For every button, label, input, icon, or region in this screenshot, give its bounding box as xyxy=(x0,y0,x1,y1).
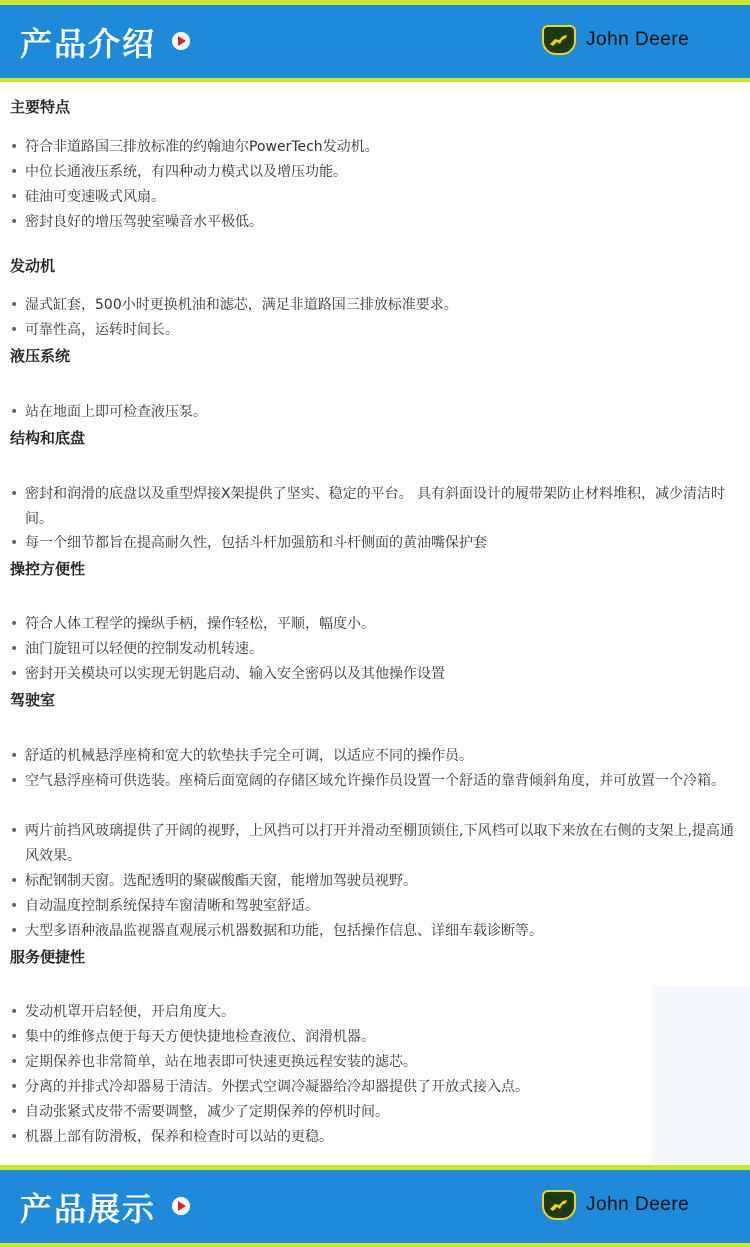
section-heading: 液压系统 xyxy=(10,347,71,365)
section-heading: 驾驶室 xyxy=(10,691,56,709)
deer-icon xyxy=(542,25,576,55)
section-heading: 服务便捷性 xyxy=(10,948,86,966)
list-item: • 符合非道路国三排放标准的约翰迪尔PowerTech发动机。 xyxy=(10,135,740,160)
background-shade xyxy=(652,985,750,1163)
list-item: • 密封和润滑的底盘以及重型焊接X架提供了坚实、稳定的平台。 具有斜面设计的履带架防止材料堆积，减少清洁时间。 xyxy=(10,482,740,532)
list-item: • 大型多语种液晶监视器直观展示机器数据和功能，包括操作信息、详细车载诊断等。 xyxy=(10,919,740,944)
bottom-banner xyxy=(0,1165,750,1247)
top-banner xyxy=(0,0,750,82)
list-item: • 定期保养也非常简单，站在地表即可快速更换远程安装的滤芯。 xyxy=(10,1050,740,1075)
list-item: • 空气悬浮座椅可供选装。座椅后面宽阔的存储区域允许操作员设置一个舒适的靠背倾斜角度，并可放置一个冷箱。 xyxy=(10,769,740,794)
list-item: • 湿式缸套，500小时更换机油和滤芯，满足非道路国三排放标准要求。 xyxy=(10,293,740,318)
list-item: • 分离的并排式冷却器易于清洁。外摆式空调冷凝器给冷却器提供了开放式接入点。 xyxy=(10,1075,740,1100)
list-item: • 密封开关模块可以实现无钥匙启动、输入安全密码以及其他操作设置 xyxy=(10,662,740,687)
section-heading: 操控方便性 xyxy=(10,560,86,578)
list-item: • 发动机罩开启轻便，开启角度大。 xyxy=(10,1000,740,1025)
list-item: • 集中的维修点便于每天方便快捷地检查液位、润滑机器。 xyxy=(10,1025,740,1050)
list-item: • 每一个细节都旨在提高耐久性，包括斗杆加强筋和斗杆侧面的黄油嘴保护套 xyxy=(10,531,740,556)
play-icon[interactable] xyxy=(172,32,190,50)
john-deere-logo xyxy=(542,25,689,55)
list-item: • 自动温度控制系统保持车窗清晰和驾驶室舒适。 xyxy=(10,894,740,919)
john-deere-logo xyxy=(542,1190,689,1220)
list-item: • 舒适的机械悬浮座椅和宽大的软垫扶手完全可调，以适应不同的操作员。 xyxy=(10,744,740,769)
list-item: • 自动张紧式皮带不需要调整，减少了定期保养的停机时间。 xyxy=(10,1100,740,1125)
list-item: • 两片前挡风玻璃提供了开阔的视野，上风挡可以打开并滑动至棚顶锁住,下风档可以取下来放在右侧的支架上,提高通风效果。 xyxy=(10,819,740,869)
list-item: • 油门旋钮可以轻便的控制发动机转速。 xyxy=(10,637,740,662)
list-item: • 标配钢制天窗。选配透明的聚碳酸酯天窗，能增加驾驶员视野。 xyxy=(10,869,740,894)
banner-title: 产品展示 xyxy=(20,1190,157,1228)
list-item: • 中位长通液压系统，有四种动力模式以及增压功能。 xyxy=(10,160,740,185)
logo-text: John Deere xyxy=(586,1194,690,1215)
section-heading: 主要特点 xyxy=(10,98,71,116)
list-item: • 机器上部有防滑板，保养和检查时可以站的更稳。 xyxy=(10,1125,740,1150)
list-item: • 可靠性高，运转时间长。 xyxy=(10,318,740,343)
banner-title: 产品介绍 xyxy=(20,25,157,63)
list-item: • 密封良好的增压驾驶室噪音水平极低。 xyxy=(10,210,740,235)
list-item: • 硅油可变速吸式风扇。 xyxy=(10,185,740,210)
deer-icon xyxy=(542,1190,576,1220)
logo-text: John Deere xyxy=(586,29,690,50)
list-item: • 站在地面上即可检查液压泵。 xyxy=(10,400,740,425)
section-heading: 发动机 xyxy=(10,257,56,275)
play-icon[interactable] xyxy=(172,1197,190,1215)
section-heading: 结构和底盘 xyxy=(10,429,86,447)
list-item: • 符合人体工程学的操纵手柄，操作轻松，平顺，幅度小。 xyxy=(10,612,740,637)
